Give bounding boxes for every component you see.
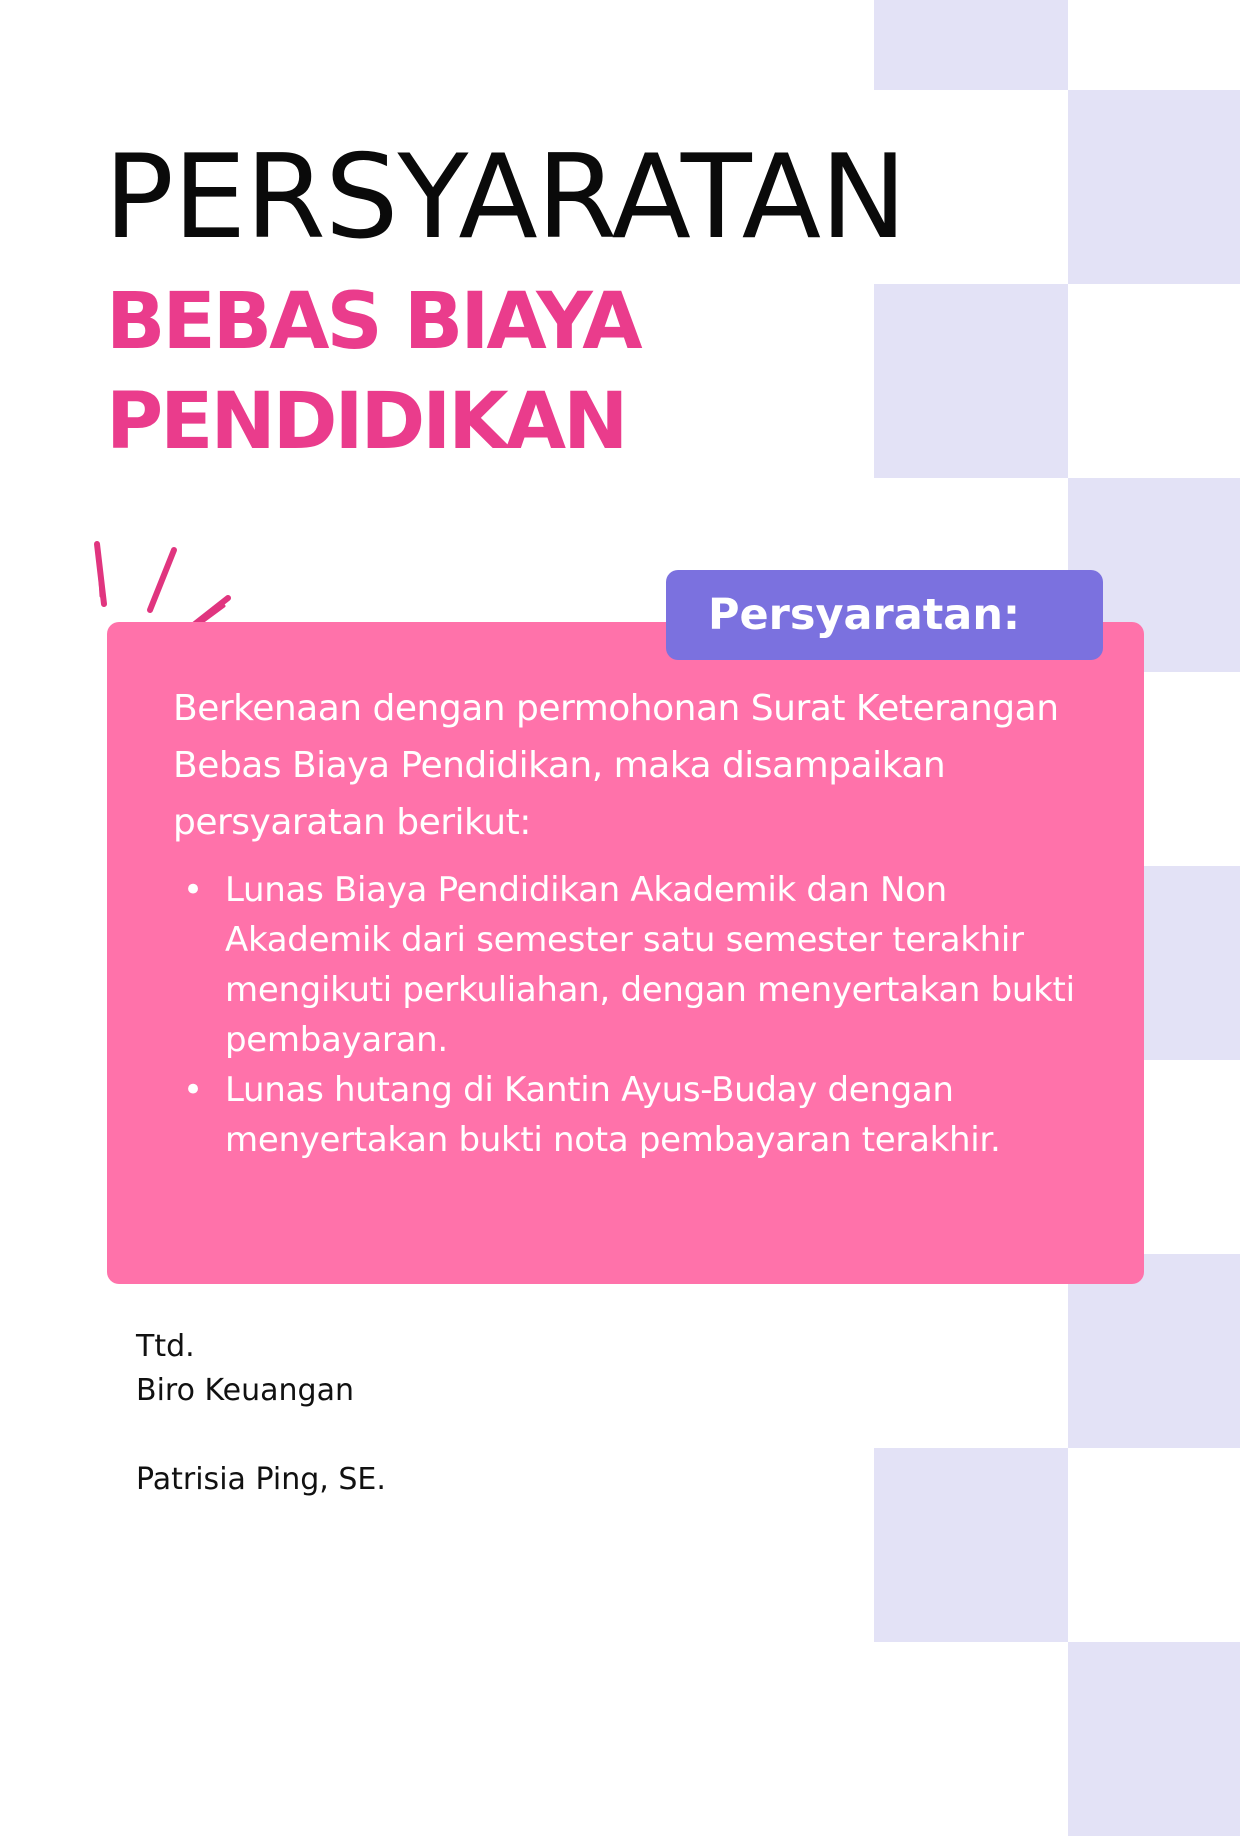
checker-square [874, 1448, 1068, 1642]
requirements-card [107, 622, 1144, 1284]
checker-square [1068, 1642, 1240, 1836]
checker-square [1068, 90, 1240, 284]
accent-stroke [150, 550, 174, 610]
checker-square [874, 284, 1068, 478]
signature-name: Patrisia Ping, SE. [136, 1462, 386, 1497]
page-title: PERSYARATAN [104, 130, 906, 265]
subtitle-line-2: PENDIDIKAN [106, 377, 626, 467]
requirement-item [173, 1065, 1088, 1165]
page-subtitle [106, 272, 640, 472]
requirement-text: Lunas hutang di Kantin Ayus-Buday dengan menyertakan bukti nota pembayaran terakhir. [225, 1070, 1001, 1160]
intro-text: Berkenaan dengan permohonan Surat Keterangan Bebas Biaya Pendidikan, maka disampaikan persyaratan berikut: [173, 688, 1059, 843]
signature-office: Biro Keuangan [136, 1373, 354, 1408]
requirement-text: Lunas Biaya Pendidikan Akademik dan Non Akademik dari semester satu semester terakhir mengikuti perkuliahan, dengan menyertakan bukti pembayaran. [225, 870, 1075, 1060]
bullet-icon: • [183, 1070, 203, 1110]
subtitle-line-1: BEBAS BIAYA [106, 277, 640, 367]
checker-square [874, 0, 1068, 90]
signature-block [136, 1325, 386, 1502]
requirement-item [173, 865, 1088, 1065]
requirements-tag: Persyaratan: [666, 570, 1103, 660]
signature-ttd: Ttd. [136, 1329, 195, 1364]
requirements-list [173, 865, 1088, 1165]
bullet-icon: • [183, 870, 203, 910]
